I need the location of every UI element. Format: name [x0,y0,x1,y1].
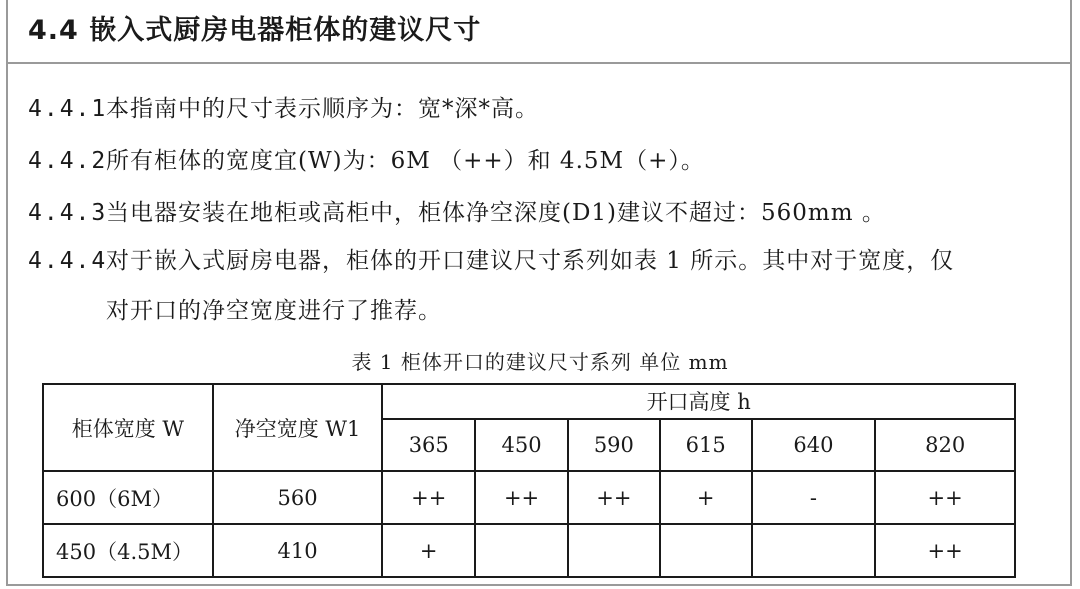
clause-4-4-3 [28,194,886,227]
header-height-cell: 820 [875,419,1015,472]
clause-4-4-1 [28,90,539,123]
table-cell: ++ [382,471,475,524]
clause-number: 4.4.1 [28,96,108,122]
header-cabinet-width: 柜体宽度 W [43,384,213,471]
header-height-cell: 640 [752,419,876,472]
table-caption: 表 1 柜体开口的建议尺寸系列 单位 mm [351,350,729,374]
opening-size-table [42,383,1016,578]
table-cell: - [752,471,876,524]
clause-4-4-4-continuation: 对开口的净空宽度进行了推荐。 [106,298,442,324]
header-opening-height: 开口高度 h [382,384,1015,419]
clause-number: 4.4.4 [28,248,108,274]
header-height-cell: 450 [475,419,568,472]
table-row [43,471,1015,524]
table-cell [568,524,660,577]
clause-4-4-2 [28,142,705,175]
section-title: 4.4 嵌入式厨房电器柜体的建议尺寸 [28,15,482,46]
table-cell: + [660,471,752,524]
table-cell: + [382,524,475,577]
table-cell [752,524,876,577]
table-cell: ++ [475,471,568,524]
clear-width-cell: 560 [213,471,383,524]
header-divider [6,62,1072,64]
clause-text: 当电器安装在地柜或高柜中，柜体净空深度(D1)建议不超过：560mm 。 [106,200,886,226]
clause-4-4-4 [28,242,954,275]
clause-text: 本指南中的尺寸表示顺序为：宽*深*高。 [106,96,539,122]
table-cell [475,524,568,577]
table-cell: ++ [568,471,660,524]
clear-width-cell: 410 [213,524,383,577]
header-clear-width: 净空宽度 W1 [213,384,383,471]
table-cell: ++ [875,524,1015,577]
header-height-cell: 615 [660,419,752,472]
table-cell [660,524,752,577]
table-cell: ++ [875,471,1015,524]
clause-text: 对于嵌入式厨房电器，柜体的开口建议尺寸系列如表 1 所示。其中对于宽度，仅 [106,248,955,274]
table-header-row [43,384,1015,419]
cabinet-width-cell: 450（4.5M） [43,524,213,577]
clause-text: 所有柜体的宽度宜(W)为：6M （++）和 4.5M（+）。 [106,148,705,174]
header-height-cell: 365 [382,419,475,472]
header-height-cell: 590 [568,419,660,472]
cabinet-width-cell: 600（6M） [43,471,213,524]
clause-number: 4.4.3 [28,200,108,226]
clause-number: 4.4.2 [28,148,108,174]
table-row [43,524,1015,577]
